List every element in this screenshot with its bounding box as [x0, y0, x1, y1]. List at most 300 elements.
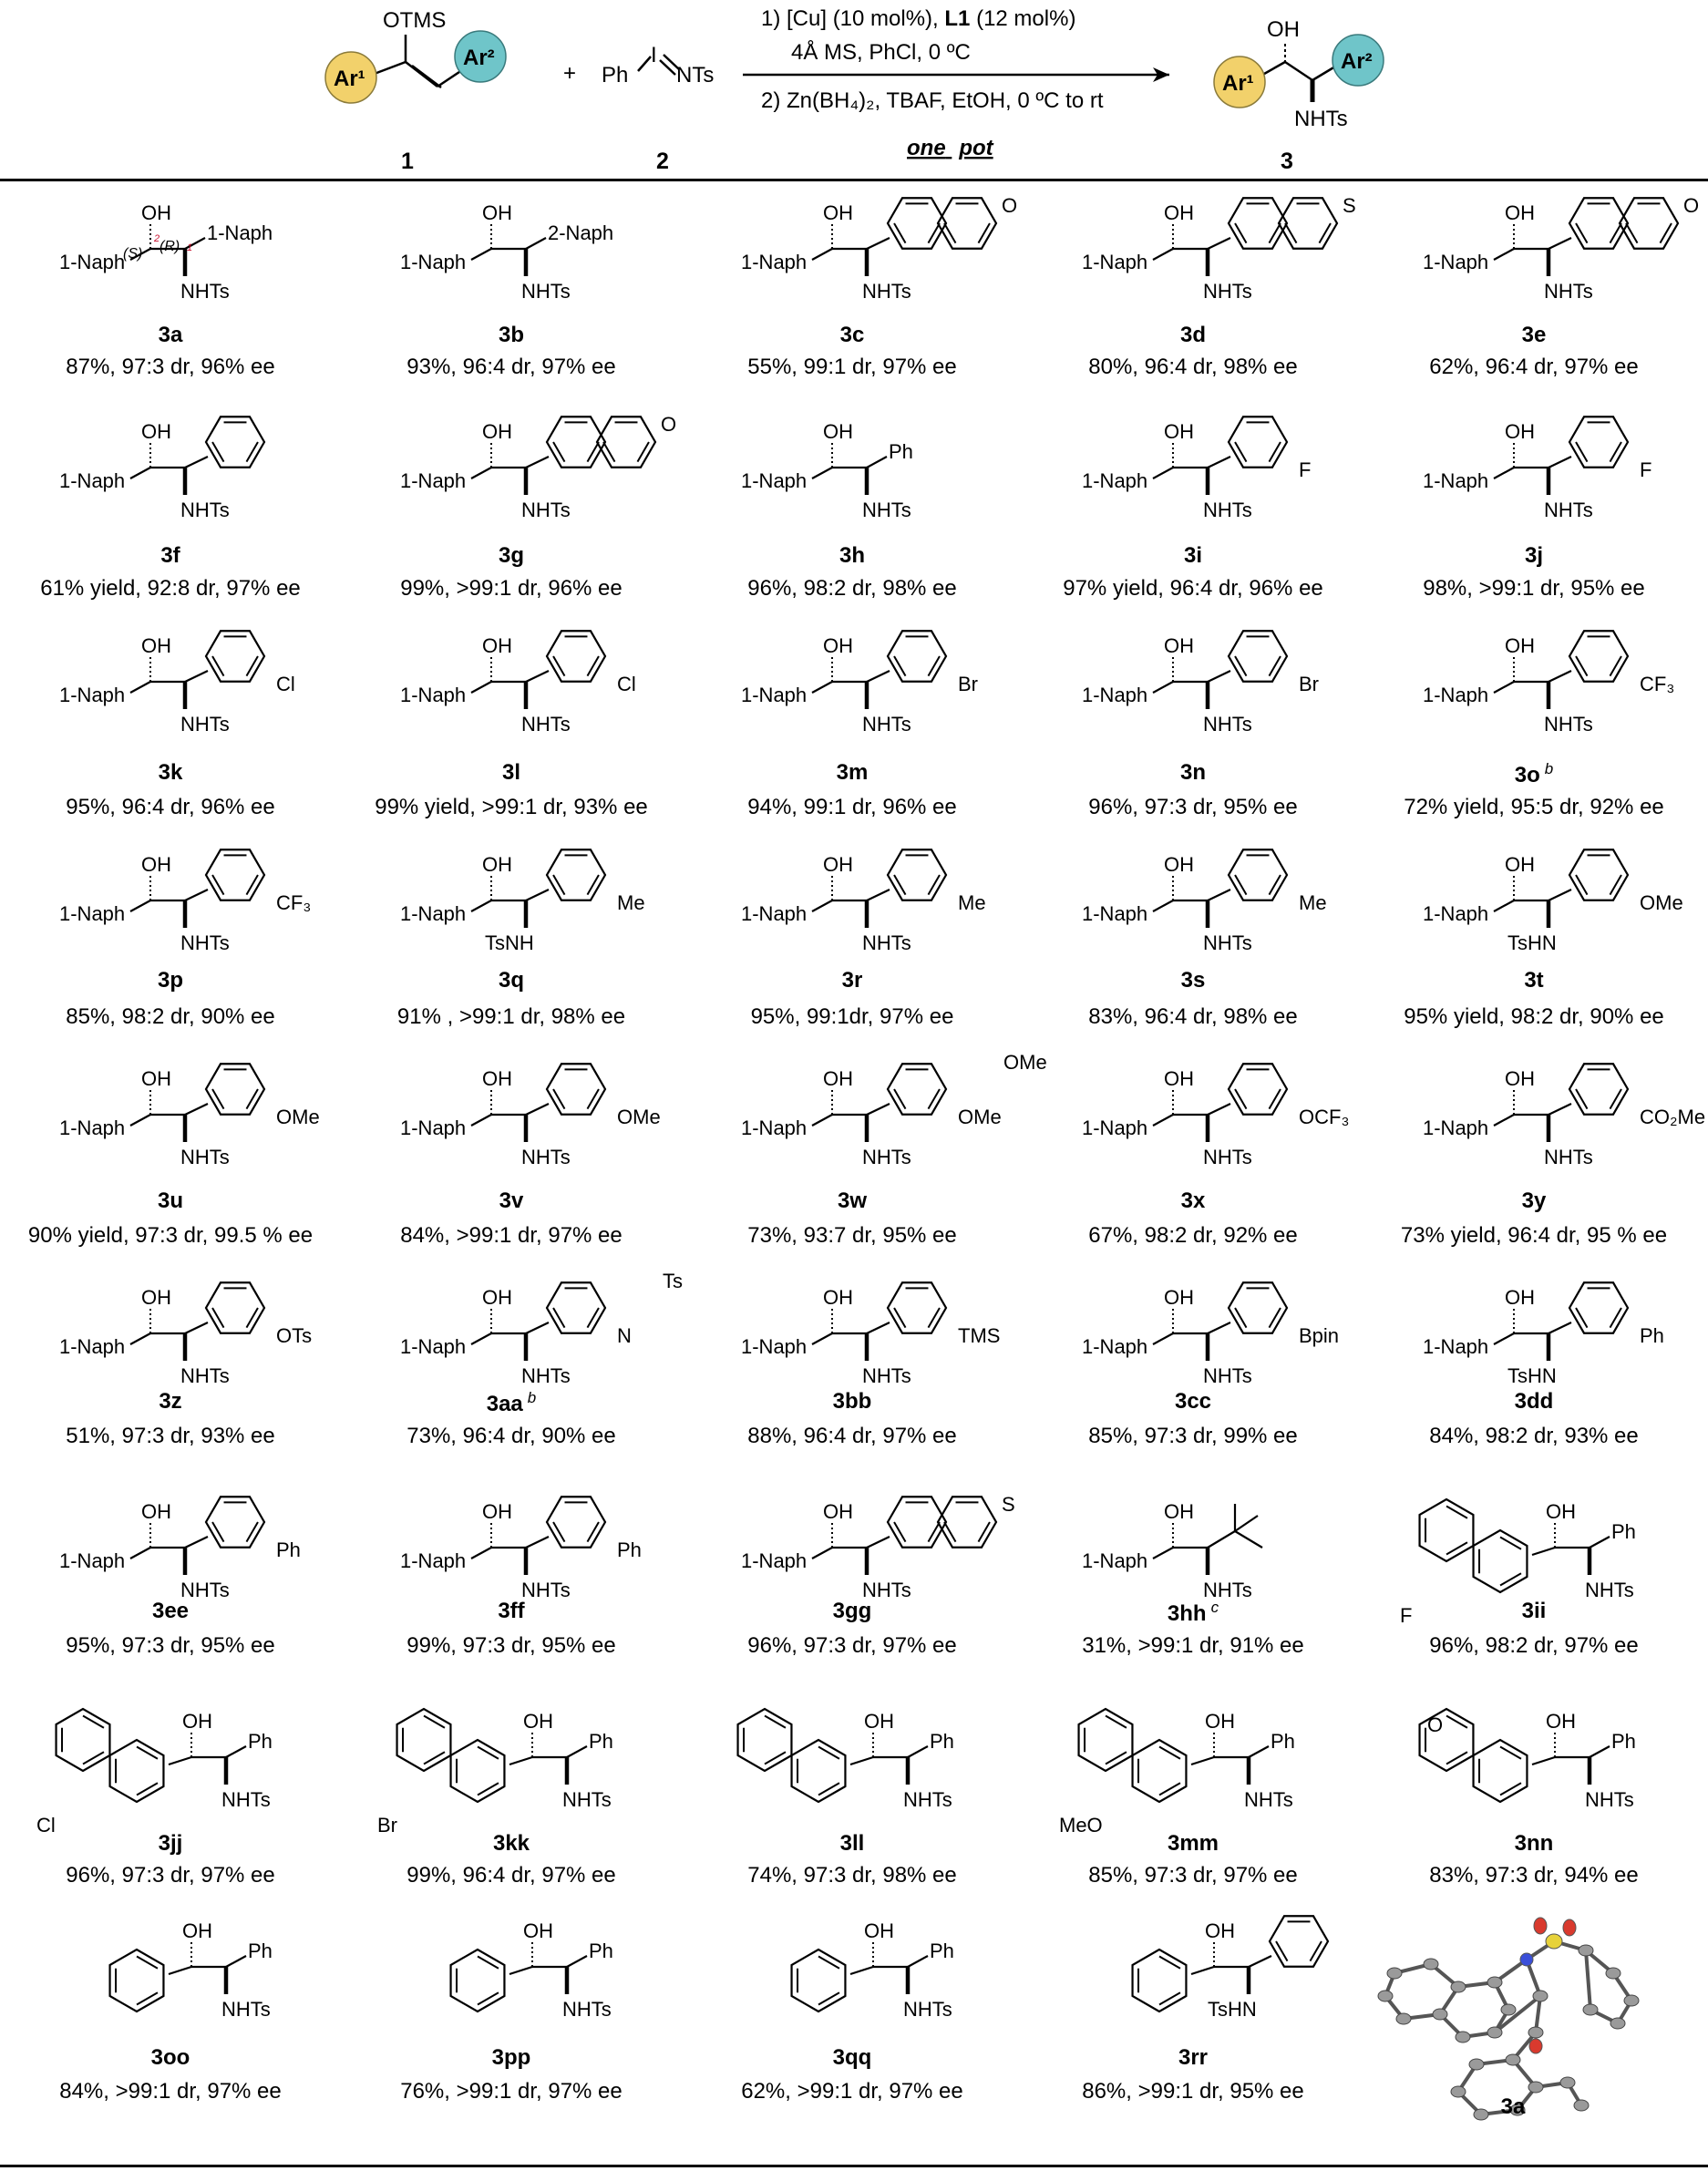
hydroxyl-label: OH — [482, 201, 512, 224]
compound-result: 96%, 97:3 dr, 95% ee — [1088, 795, 1298, 819]
aromatic-ring — [1569, 849, 1628, 900]
amine-label: NHTs — [862, 1364, 911, 1387]
aromatic-ring — [397, 1709, 451, 1771]
amine-label: NHTs — [1585, 1788, 1634, 1811]
substituent-label: CO₂Me — [1640, 1106, 1706, 1128]
structure-3q — [341, 848, 682, 984]
compound-label — [1363, 323, 1704, 348]
one-word: one — [907, 136, 946, 160]
stereo-descriptor: (S) — [123, 246, 143, 262]
amine-label: NHTs — [862, 499, 911, 521]
compound-result: 94%, 99:1 dr, 96% ee — [747, 795, 957, 819]
hydroxyl-label: OH — [141, 1286, 171, 1309]
product-3 — [1214, 17, 1384, 174]
structure-3pp — [341, 1914, 682, 2051]
compound-label — [1023, 760, 1363, 786]
compound-label — [1363, 543, 1704, 569]
structure-3i — [1023, 415, 1363, 551]
left-group-label: 1-Naph — [1423, 1335, 1489, 1358]
footnote-marker: b — [1544, 760, 1554, 777]
compound-label — [0, 1188, 341, 1214]
substituent-label: F — [1400, 1604, 1413, 1627]
compound-label — [1023, 1599, 1363, 1627]
aromatic-ring — [792, 1950, 846, 2012]
compound-label — [1363, 1599, 1704, 1624]
iodine-label: I — [651, 43, 657, 67]
left-group-label: 1-Naph — [1082, 902, 1148, 925]
aromatic-ring — [110, 1950, 164, 2012]
compound-label — [341, 1599, 682, 1624]
compound-label — [682, 760, 1023, 786]
product-nhts: NHTs — [1294, 107, 1348, 131]
compound-result: 85%, 97:3 dr, 99% ee — [1088, 1424, 1298, 1448]
amine-label: NHTs — [521, 499, 571, 521]
compound-label — [0, 2045, 341, 2071]
compound-label — [341, 760, 682, 786]
hydroxyl-label: OH — [1164, 1067, 1194, 1090]
heteroatom-label: S — [1002, 1493, 1015, 1516]
reaction-scheme — [0, 0, 1708, 182]
structure-3s — [1023, 848, 1363, 984]
compound-id: 3i — [1183, 543, 1202, 568]
amine-label: NHTs — [862, 1579, 911, 1601]
aromatic-ring — [792, 1740, 846, 1802]
step1-suffix: (12 mol%) — [970, 6, 1076, 31]
structure-3ll — [682, 1704, 1023, 1841]
left-group-label: 1-Naph — [59, 251, 126, 273]
amine-label: NHTs — [1203, 1579, 1252, 1601]
stereo-descriptor: 1 — [187, 242, 193, 253]
compound-id: 3qq — [832, 2045, 872, 2070]
compound-id: 3ee — [151, 1599, 190, 1623]
compound-id: 3cc — [1174, 1389, 1212, 1414]
compound-id: 3t — [1524, 968, 1544, 993]
structure-3qq — [682, 1914, 1023, 2051]
substituent-label: Cl — [276, 673, 295, 695]
compound-result: 95%, 97:3 dr, 95% ee — [66, 1633, 275, 1658]
amine-label: NHTs — [1203, 713, 1252, 736]
compound-result: 99%, >99:1 dr, 96% ee — [400, 576, 622, 601]
substituent-label: MeO — [1059, 1814, 1103, 1837]
stereo-descriptor: 2 — [154, 233, 160, 244]
hydroxyl-label: OH — [823, 201, 853, 224]
substituent-label: CF₃ — [1640, 673, 1675, 695]
ph-label: Ph — [602, 63, 629, 87]
compound-label — [682, 1599, 1023, 1624]
left-group-label: 1-Naph — [1423, 902, 1489, 925]
aromatic-ring — [547, 1064, 605, 1114]
compound-result: 85%, 97:3 dr, 97% ee — [1088, 1863, 1298, 1888]
compound-id: 3mm — [1167, 1831, 1219, 1856]
structure-3f — [0, 415, 341, 551]
hydroxyl-label: OH — [1546, 1710, 1576, 1733]
amine-label: NHTs — [1244, 1788, 1293, 1811]
footnote-marker: c — [1210, 1599, 1219, 1616]
left-group-label: 1-Naph — [741, 1335, 808, 1358]
right-group-label: 1-Naph — [207, 221, 273, 244]
compound-result: 84%, >99:1 dr, 97% ee — [59, 2079, 282, 2104]
compound-id: 3hh — [1167, 1601, 1207, 1626]
structure-3u — [0, 1062, 341, 1199]
compound-id: 3c — [839, 323, 865, 347]
compound-id: 3o — [1514, 763, 1540, 787]
compound-label — [682, 2045, 1023, 2071]
compound-label — [1363, 1389, 1704, 1415]
compound-result: 55%, 99:1 dr, 97% ee — [747, 355, 957, 379]
substituent-2-label: Ts — [663, 1270, 683, 1292]
compound-label — [1023, 543, 1363, 569]
compound-id: 3y — [1521, 1188, 1547, 1213]
compound-label — [1363, 1831, 1704, 1857]
hydroxyl-label: OH — [482, 1500, 512, 1523]
amine-label: NHTs — [1585, 1579, 1634, 1601]
amine-label: TsHN — [1507, 1364, 1557, 1387]
hydroxyl-label: OH — [1505, 201, 1535, 224]
hydroxyl-label: OH — [141, 420, 171, 443]
compound-label — [682, 543, 1023, 569]
compound-result: 62%, 96:4 dr, 97% ee — [1429, 355, 1639, 379]
left-group-label: 1-Naph — [59, 469, 126, 492]
compound-id: 3u — [157, 1188, 183, 1213]
left-group-label: 1-Naph — [1082, 684, 1148, 706]
pot-word: pot — [959, 136, 993, 160]
hydroxyl-label: OH — [141, 634, 171, 657]
compound-label — [682, 968, 1023, 993]
compound-label — [1363, 968, 1704, 993]
hydroxyl-label: OH — [823, 1500, 853, 1523]
crystal-structure — [1358, 1909, 1659, 2124]
heteroatom-label: O — [1002, 194, 1018, 217]
hydroxyl-label: OH — [141, 1067, 171, 1090]
reactant-2 — [602, 43, 714, 174]
compound-result: 87%, 97:3 dr, 96% ee — [66, 355, 275, 379]
hydroxyl-label: OH — [1164, 1500, 1194, 1523]
compound-result: 31%, >99:1 dr, 91% ee — [1082, 1633, 1304, 1658]
compound-label — [341, 1188, 682, 1214]
compound-result: 99% yield, >99:1 dr, 93% ee — [375, 795, 648, 819]
aromatic-ring — [206, 849, 264, 900]
aromatic-ring — [888, 849, 946, 900]
amine-label: NHTs — [180, 1146, 230, 1168]
compound-result: 98%, >99:1 dr, 95% ee — [1423, 576, 1645, 601]
compound-id: 3x — [1180, 1188, 1206, 1213]
hydroxyl-label: OH — [141, 853, 171, 876]
compound-result: 62%, >99:1 dr, 97% ee — [741, 2079, 963, 2104]
structure-3b — [341, 196, 682, 333]
aromatic-ring — [547, 849, 605, 900]
compound-2-number: 2 — [656, 149, 669, 174]
structure-3j — [1363, 415, 1704, 551]
compound-result: 93%, 96:4 dr, 97% ee — [406, 355, 616, 379]
left-group-label: 1-Naph — [1423, 251, 1489, 273]
amine-label: NHTs — [1203, 280, 1252, 303]
compound-label — [0, 1831, 341, 1857]
aromatic-ring — [738, 1709, 792, 1771]
compound-id: 3gg — [832, 1599, 872, 1623]
amine-label: NHTs — [1203, 499, 1252, 521]
ar1-label: Ar¹ — [334, 67, 365, 91]
substituent-label: N — [617, 1324, 632, 1347]
left-group-label: 1-Naph — [400, 1116, 467, 1139]
left-group-label: 1-Naph — [741, 902, 808, 925]
right-group-label: 2-Naph — [548, 221, 614, 244]
compound-result: 76%, >99:1 dr, 97% ee — [400, 2079, 622, 2104]
aromatic-ring — [547, 1497, 605, 1547]
structure-3y — [1363, 1062, 1704, 1199]
hydroxyl-label: OH — [482, 853, 512, 876]
substituent-label: TMS — [958, 1324, 1001, 1347]
compound-label — [341, 1389, 682, 1417]
compound-id: 3oo — [150, 2045, 190, 2070]
amine-label: NHTs — [562, 1998, 612, 2021]
left-group-label: 1-Naph — [741, 1116, 808, 1139]
hydroxyl-label: OH — [1505, 1067, 1535, 1090]
structure-3k — [0, 629, 341, 766]
hydroxyl-label: OH — [1546, 1500, 1576, 1523]
substituent-label: F — [1299, 458, 1312, 481]
amine-label: NHTs — [180, 1364, 230, 1387]
aromatic-ring — [1270, 1916, 1328, 1966]
compound-result: 80%, 96:4 dr, 98% ee — [1088, 355, 1298, 379]
compound-id: 3e — [1521, 323, 1547, 347]
compound-label — [341, 968, 682, 993]
compound-id: 3q — [498, 968, 524, 993]
structure-3rr — [1023, 1914, 1363, 2051]
hydroxyl-label: OH — [1205, 1919, 1235, 1942]
amine-label: NHTs — [521, 1579, 571, 1601]
structure-3c — [682, 196, 1023, 333]
compound-label — [341, 2045, 682, 2071]
amine-label: NHTs — [1544, 499, 1593, 521]
compound-id: 3b — [498, 323, 524, 347]
compound-label — [1363, 760, 1704, 788]
hydroxyl-label: OH — [823, 634, 853, 657]
compound-label — [682, 1831, 1023, 1857]
compound-id: 3k — [158, 760, 183, 785]
aromatic-ring — [1229, 631, 1287, 681]
amine-label: NHTs — [521, 280, 571, 303]
substituent-label: Br — [1299, 673, 1319, 695]
compound-id: 3kk — [492, 1831, 530, 1856]
compound-id: 3l — [501, 760, 520, 785]
svg-text:1) [Cu] (10 mol%), L1 (12 mol% — [761, 6, 1075, 31]
amine-label: NHTs — [180, 931, 230, 954]
hydroxyl-label: OH — [141, 201, 171, 224]
hydroxyl-label: OH — [823, 420, 853, 443]
compound-label — [1023, 1188, 1363, 1214]
hydroxyl-label: OH — [1505, 1286, 1535, 1309]
structure-3l — [341, 629, 682, 766]
compound-label — [1363, 1188, 1704, 1214]
crystal-structure-label: 3a — [1500, 2094, 1526, 2119]
left-group-label: 1-Naph — [741, 251, 808, 273]
structure-3t — [1363, 848, 1704, 984]
hydroxyl-label: OH — [482, 420, 512, 443]
right-group-label: Ph — [1271, 1730, 1295, 1753]
left-group-label: 1-Naph — [400, 1335, 467, 1358]
aromatic-ring — [1133, 1950, 1187, 2012]
amine-label: NHTs — [862, 280, 911, 303]
step1b-text: 4Å MS, PhCl, 0 ºC — [791, 40, 971, 65]
reactant-1 — [325, 8, 506, 174]
structure-3w — [682, 1051, 1047, 1199]
left-group-label: 1-Naph — [59, 1335, 126, 1358]
compound-result: 96%, 97:3 dr, 97% ee — [66, 1863, 275, 1888]
compound-result: 73%, 96:4 dr, 90% ee — [406, 1424, 616, 1448]
amine-label: NHTs — [521, 1146, 571, 1168]
compound-result: 99%, 97:3 dr, 95% ee — [406, 1633, 616, 1658]
hydroxyl-label: OH — [823, 1067, 853, 1090]
substituent-2-label: OMe — [1003, 1051, 1047, 1074]
left-group-label: 1-Naph — [1423, 469, 1489, 492]
aromatic-ring — [206, 1064, 264, 1114]
structure-3jj — [0, 1704, 341, 1841]
hydroxyl-label: OH — [523, 1710, 553, 1733]
compound-id: 3ii — [1521, 1599, 1547, 1623]
heteroatom-label: O — [1427, 1713, 1444, 1736]
aromatic-ring — [888, 631, 946, 681]
right-group-label: Ph — [930, 1730, 954, 1753]
heteroatom-label: O — [661, 413, 677, 436]
hydroxyl-label: OH — [864, 1710, 894, 1733]
left-group-label: 1-Naph — [400, 1549, 467, 1572]
compound-id: 3ff — [498, 1599, 525, 1623]
compound-result: 90% yield, 97:3 dr, 99.5 % ee — [27, 1223, 314, 1248]
aromatic-ring — [1229, 417, 1287, 467]
otms-label: OTMS — [383, 8, 447, 33]
amine-label: NHTs — [521, 1364, 571, 1387]
compound-result: 95% yield, 98:2 dr, 90% ee — [1404, 1004, 1664, 1029]
aromatic-ring — [1229, 1064, 1287, 1114]
crystal-structure-icon — [1358, 1909, 1659, 2124]
aromatic-ring — [547, 631, 605, 681]
structure-3v — [341, 1062, 682, 1199]
compound-result: 95%, 99:1dr, 97% ee — [750, 1004, 954, 1029]
amine-label: NHTs — [180, 1579, 230, 1601]
aromatic-ring — [1133, 1740, 1187, 1802]
left-group-label: 1-Naph — [59, 684, 126, 706]
right-group-label: Ph — [1611, 1730, 1636, 1753]
compound-label — [0, 543, 341, 569]
aromatic-ring — [110, 1740, 164, 1802]
aromatic-ring — [451, 1950, 505, 2012]
compound-result: 61% yield, 92:8 dr, 97% ee — [40, 576, 301, 601]
structure-3r — [682, 848, 1023, 984]
left-group-label: 1-Naph — [1082, 1116, 1148, 1139]
compound-result: 85%, 98:2 dr, 90% ee — [66, 1004, 275, 1029]
left-group-label: 1-Naph — [59, 902, 126, 925]
plus-sign: + — [563, 61, 577, 86]
hydroxyl-label: OH — [482, 634, 512, 657]
amine-label: NHTs — [180, 499, 230, 521]
substituent-label: OTs — [276, 1324, 313, 1347]
right-group-label: Ph — [930, 1939, 954, 1962]
substituent-label: Br — [958, 673, 978, 695]
structure-3m — [682, 629, 1023, 766]
hydroxyl-label: OH — [1505, 420, 1535, 443]
amine-label: NHTs — [562, 1788, 612, 1811]
structure-3d — [1023, 196, 1363, 333]
left-group-label: 1-Naph — [741, 1549, 808, 1572]
hydroxyl-label: OH — [1164, 1286, 1194, 1309]
compound-id: 3z — [159, 1389, 182, 1414]
structure-3p — [0, 848, 341, 984]
aromatic-ring — [1569, 1064, 1628, 1114]
structure-3kk — [341, 1704, 682, 1841]
reaction-conditions — [743, 6, 1169, 160]
hydroxyl-label: OH — [482, 1286, 512, 1309]
right-group-label: Ph — [248, 1730, 273, 1753]
amine-label: NHTs — [903, 1788, 952, 1811]
aromatic-ring — [1079, 1709, 1133, 1771]
compound-id: 3n — [1179, 760, 1206, 785]
compound-result: 84%, 98:2 dr, 93% ee — [1429, 1424, 1639, 1448]
svg-text:one pot — [907, 136, 994, 160]
amine-label: NHTs — [1203, 1146, 1252, 1168]
amine-label: NHTs — [862, 931, 911, 954]
compound-id: 3aa — [486, 1392, 523, 1416]
footnote-marker: b — [527, 1389, 537, 1406]
aromatic-ring — [451, 1740, 505, 1802]
compound-label — [0, 323, 341, 348]
aromatic-ring — [1569, 631, 1628, 681]
compound-result: 86%, >99:1 dr, 95% ee — [1082, 2079, 1304, 2104]
structure-3x — [1023, 1062, 1363, 1199]
compound-result: 83%, 96:4 dr, 98% ee — [1088, 1004, 1298, 1029]
aromatic-ring — [1569, 1282, 1628, 1332]
compound-result: 72% yield, 95:5 dr, 92% ee — [1404, 795, 1664, 819]
aromatic-ring — [1569, 417, 1628, 467]
compound-id: 3f — [160, 543, 180, 568]
compound-id: 3ll — [839, 1831, 865, 1856]
compound-result: 96%, 98:2 dr, 97% ee — [1429, 1633, 1639, 1658]
step2-text: 2) Zn(BH₄)₂, TBAF, EtOH, 0 ºC to rt — [761, 88, 1104, 113]
hydroxyl-label: OH — [1164, 420, 1194, 443]
amine-label: NHTs — [1544, 1146, 1593, 1168]
compound-label — [0, 1389, 341, 1415]
amine-label: NHTs — [180, 713, 230, 736]
nts-label: NTs — [676, 63, 715, 87]
left-group-label: 1-Naph — [400, 469, 467, 492]
hydroxyl-label: OH — [182, 1919, 212, 1942]
substituent-label: Cl — [36, 1814, 56, 1837]
ar2-label: Ar² — [463, 46, 495, 70]
compound-id: 3nn — [1514, 1831, 1554, 1856]
left-group-label: 1-Naph — [400, 902, 467, 925]
left-group-label: 1-Naph — [400, 251, 467, 273]
aromatic-ring — [1420, 1499, 1474, 1561]
aromatic-ring — [1474, 1530, 1528, 1592]
compound-result: 97% yield, 96:4 dr, 96% ee — [1063, 576, 1323, 601]
structure-3mm — [1023, 1704, 1363, 1841]
left-group-label: 1-Naph — [59, 1549, 126, 1572]
compound-id: 3rr — [1178, 2045, 1209, 2070]
compound-result: 96%, 98:2 dr, 98% ee — [747, 576, 957, 601]
compound-id: 3d — [1179, 323, 1206, 347]
compound-id: 3h — [839, 543, 865, 568]
structure-3o — [1363, 629, 1704, 766]
substituent-label: OMe — [958, 1106, 1002, 1128]
compound-label — [341, 1831, 682, 1857]
hydroxyl-label: OH — [482, 1067, 512, 1090]
compound-id: 3bb — [832, 1389, 872, 1414]
left-group-label: 1-Naph — [1423, 684, 1489, 706]
top-rule — [0, 179, 1708, 181]
left-group-label: 1-Naph — [1082, 469, 1148, 492]
substituent-label: Me — [1299, 891, 1327, 914]
amine-label: TsHN — [1507, 931, 1557, 954]
compound-label — [682, 323, 1023, 348]
